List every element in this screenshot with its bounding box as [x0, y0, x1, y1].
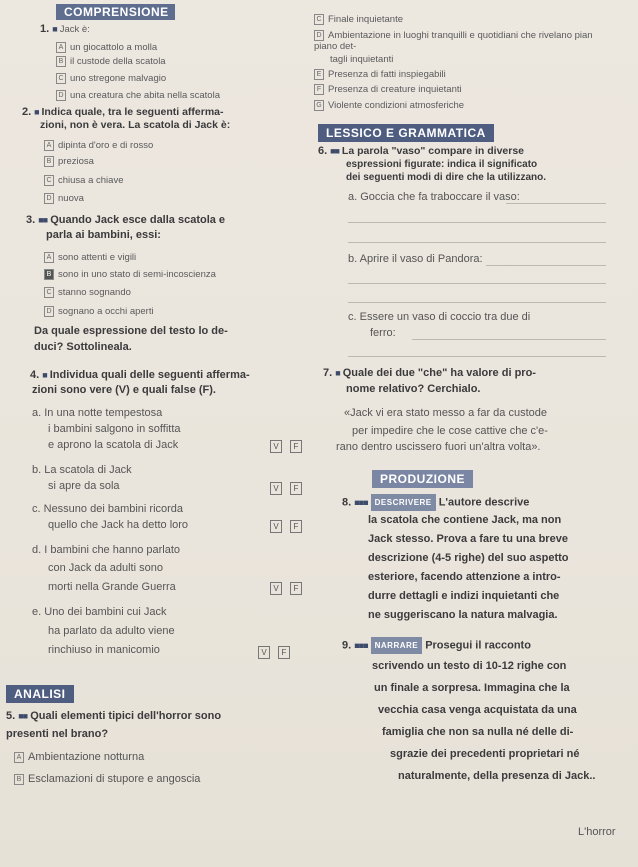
item-line-2: i bambini salgono in soffitta — [48, 423, 181, 435]
q5-option-e[interactable] — [314, 69, 446, 80]
question-7 — [323, 367, 536, 379]
true-box[interactable]: V — [258, 646, 270, 659]
q3-option-a[interactable] — [44, 252, 136, 263]
item-label: b. — [32, 464, 42, 476]
page-footer: L'horror — [578, 826, 616, 838]
option-letter: A — [44, 140, 54, 151]
option-text: una creatura che abita nella scatola — [70, 90, 220, 102]
option-letter: G — [314, 100, 324, 111]
option-text: nuova — [58, 193, 84, 205]
false-box[interactable]: F — [290, 520, 302, 533]
q5-option-d-continued: tagli inquietanti — [330, 54, 394, 65]
option-letter: D — [56, 90, 66, 101]
q6-item-a — [348, 190, 520, 205]
q3-option-c[interactable] — [44, 287, 131, 298]
q4-item-e — [32, 605, 167, 619]
question-prompt-line-2: zioni sono vere (V) e quali false (F). — [32, 384, 216, 396]
q4-e-tf — [250, 642, 290, 660]
item-label: a. — [348, 191, 358, 203]
question-prompt: Jack è: — [59, 24, 90, 35]
q2-option-d[interactable] — [44, 193, 84, 204]
answer-line[interactable] — [348, 242, 606, 243]
difficulty-marks-icon: ■ — [42, 370, 47, 380]
task-tag-descrivere: DESCRIVERE — [371, 494, 436, 511]
option-text: il custode della scatola — [70, 56, 166, 68]
option-text: stanno sognando — [58, 287, 131, 299]
answer-line[interactable] — [348, 302, 606, 303]
q3-option-b[interactable] — [44, 269, 216, 280]
option-text: Presenza di fatti inspiegabili — [328, 69, 446, 81]
question-prompt-line-2: parla ai bambini, essi: — [46, 229, 161, 241]
prompt-line: un finale a sorpresa. Immagina che la — [374, 682, 570, 694]
q5-option-f[interactable] — [314, 84, 462, 95]
q5-option-a[interactable] — [14, 750, 144, 764]
false-box[interactable]: F — [290, 440, 302, 453]
option-letter: D — [44, 306, 54, 317]
q6-item-c-continued: ferro: — [370, 327, 396, 339]
item-label: c. — [348, 311, 357, 323]
option-text: sognano a occhi aperti — [58, 306, 154, 318]
answer-line[interactable] — [348, 283, 606, 284]
option-letter: A — [14, 752, 24, 763]
q4-item-d — [32, 543, 180, 557]
false-box[interactable]: F — [290, 482, 302, 495]
true-box[interactable]: V — [270, 482, 282, 495]
q5-option-c[interactable] — [314, 14, 403, 25]
question-prompt-line-1: Quali elementi tipici dell'horror sono — [30, 710, 222, 722]
section-banner-comprensione: COMPRENSIONE — [56, 4, 175, 20]
item-line-1: I bambini che hanno parlato — [44, 544, 181, 556]
question-number: 6. — [318, 145, 328, 157]
item-line-2: si apre da sola — [48, 480, 120, 492]
option-letter: D — [314, 30, 324, 41]
q4-d-tf — [262, 578, 302, 596]
item-label: c. — [32, 503, 41, 515]
item-label: d. — [32, 544, 42, 556]
q1-option-c[interactable] — [56, 73, 166, 84]
q6-item-c — [348, 310, 530, 325]
q3-follow-line-2: duci? Sottolineala. — [34, 341, 132, 353]
q1-option-b[interactable] — [56, 56, 166, 67]
prompt-line: famiglia che non sa nulla né delle di- — [382, 726, 574, 738]
option-text: sono in uno stato di semi-incoscienza — [58, 269, 216, 281]
q7-quote-line-1: «Jack vi era stato messo a far da custode — [344, 407, 547, 419]
item-line-3: morti nella Grande Guerra — [48, 581, 176, 593]
option-letter: F — [314, 84, 324, 95]
answer-line[interactable] — [506, 203, 606, 204]
q2-option-b[interactable] — [44, 156, 94, 167]
option-text: Violente condizioni atmosferiche — [328, 100, 465, 112]
question-9 — [342, 637, 531, 654]
item-text: Aprire il vaso di Pandora: — [359, 253, 483, 265]
q1-option-a[interactable] — [56, 42, 157, 53]
item-line-1: La scatola di Jack — [44, 464, 132, 476]
true-box[interactable]: V — [270, 440, 282, 453]
item-line-2: ha parlato da adulto viene — [48, 625, 175, 637]
answer-line[interactable] — [348, 356, 606, 357]
question-number: 8. — [342, 496, 352, 509]
false-box[interactable]: F — [278, 646, 290, 659]
q4-item-a-line-3 — [48, 438, 178, 452]
question-number: 7. — [323, 367, 333, 379]
option-text: uno stregone malvagio — [70, 73, 167, 85]
question-prompt-line-1: Quale dei due "che" ha valore di pro- — [342, 367, 536, 379]
prompt-line: Prosegui il racconto — [425, 639, 531, 652]
difficulty-marks-icon: ■ — [34, 107, 39, 117]
prompt-line: durre dettagli e indizi inquietanti che — [368, 590, 560, 602]
q3-follow-line-1: Da quale espressione del testo lo de- — [34, 325, 228, 337]
option-text: sono attenti e vigili — [58, 252, 137, 264]
prompt-line: esteriore, facendo attenzione a intro- — [368, 571, 561, 583]
q4-b-tf — [262, 478, 302, 496]
q5-option-b[interactable] — [14, 772, 200, 786]
question-number: 2. — [22, 106, 32, 118]
item-line-2: quello che Jack ha detto loro — [48, 519, 189, 531]
option-letter: C — [44, 287, 54, 298]
q4-item-a — [32, 406, 162, 420]
option-letter: E — [314, 69, 324, 80]
question-prompt-line-2: espressioni figurate: indica il significato — [346, 159, 538, 170]
option-text: preziosa — [58, 156, 94, 168]
prompt-line: descrizione (4-5 righe) del suo aspetto — [368, 552, 569, 564]
option-text: Finale inquietante — [328, 14, 403, 26]
option-text: Ambientazione in luoghi tranquilli e quotidiani che rivelano pian piano det- — [314, 30, 593, 53]
answer-line[interactable] — [486, 265, 606, 266]
question-prompt-line-3: dei seguenti modi di dire che la utilizzano. — [346, 172, 547, 183]
task-tag-narrare: NARRARE — [371, 637, 423, 654]
question-number: 4. — [30, 369, 40, 381]
question-number: 1. — [40, 23, 50, 35]
item-line-3: rinchiuso in manicomio — [48, 644, 160, 656]
true-box[interactable]: V — [270, 582, 282, 595]
option-letter: B — [44, 156, 54, 167]
question-5 — [6, 710, 221, 722]
item-label: a. — [32, 407, 42, 419]
prompt-line: naturalmente, della presenza di Jack.. — [398, 770, 596, 782]
difficulty-marks-icon: ■■ — [38, 215, 48, 225]
prompt-line: L'autore descrive — [438, 496, 530, 509]
item-line-1: Nessuno dei bambini ricorda — [43, 503, 184, 515]
section-heading-analisi: ANALISI — [6, 685, 74, 703]
q4-c-tf — [262, 516, 302, 534]
question-8 — [342, 494, 529, 511]
option-letter: B — [56, 56, 66, 67]
item-line-1: Uno dei bambini cui Jack — [44, 606, 167, 618]
option-letter: C — [44, 175, 54, 186]
option-text: Esclamazioni di stupore e angoscia — [28, 773, 201, 785]
q4-a-tf — [262, 436, 302, 454]
question-prompt-line-2: nome relativo? Cerchialo. — [346, 383, 481, 395]
option-text: dipinta d'oro e di rosso — [58, 140, 154, 152]
question-number: 9. — [342, 639, 352, 652]
difficulty-marks-icon: ■■ — [18, 711, 28, 721]
q5-option-g[interactable] — [314, 100, 464, 111]
question-prompt-line-2: presenti nel brano? — [6, 728, 109, 740]
difficulty-marks-icon: ■■ — [330, 146, 339, 156]
q1-option-d[interactable] — [56, 90, 220, 101]
section-heading-produzione: PRODUZIONE — [372, 470, 473, 488]
q7-quote-line-3: rano dentro uscissero fuori un'altra volta». — [336, 441, 541, 453]
false-box[interactable]: F — [290, 582, 302, 595]
q3-option-d[interactable] — [44, 306, 154, 317]
difficulty-marks-icon: ■ — [335, 368, 340, 378]
difficulty-marks-icon: ■■■ — [354, 497, 368, 508]
q2-option-c[interactable] — [44, 175, 123, 186]
question-6 — [318, 145, 524, 157]
item-line-1: In una notte tempestosa — [44, 407, 163, 419]
item-line-3: e aprono la scatola di Jack — [48, 439, 179, 451]
prompt-line: Jack stesso. Prova a fare tu una breve — [368, 533, 568, 545]
item-text: Essere un vaso di coccio tra due di — [359, 311, 531, 323]
q4-item-b — [32, 463, 132, 477]
question-1 — [40, 22, 90, 36]
question-prompt-line-1: Individua quali delle seguenti afferma- — [49, 369, 250, 381]
difficulty-marks-icon: ■■■ — [354, 640, 368, 651]
item-line-2: con Jack da adulti sono — [48, 562, 163, 574]
option-letter: C — [56, 73, 66, 84]
question-prompt-line-2: zioni, non è vera. La scatola di Jack è: — [40, 119, 231, 131]
item-label: e. — [32, 606, 42, 618]
question-number: 3. — [26, 214, 36, 226]
question-prompt-line-1: La parola "vaso" compare in diverse — [341, 145, 525, 157]
option-letter: B — [14, 774, 24, 785]
prompt-line: la scatola che contiene Jack, ma non — [368, 514, 562, 526]
item-text: Goccia che fa traboccare il vaso: — [360, 191, 520, 203]
option-letter: A — [44, 252, 54, 263]
prompt-line: ne suggeriscano la natura malvagia. — [368, 609, 558, 621]
q7-quote-line-2: per impedire che le cose cattive che c'e- — [352, 425, 548, 437]
answer-line[interactable] — [412, 339, 606, 340]
answer-line[interactable] — [348, 222, 606, 223]
prompt-line: scrivendo un testo di 10-12 righe con — [372, 660, 567, 672]
q6-item-b — [348, 252, 483, 267]
difficulty-marks-icon: ■ — [52, 24, 57, 34]
question-number: 5. — [6, 710, 16, 722]
option-letter: A — [56, 42, 66, 53]
question-3 — [26, 214, 225, 226]
question-prompt-line-1: Quando Jack esce dalla scatola e — [50, 214, 226, 226]
question-4 — [30, 369, 250, 381]
true-box[interactable]: V — [270, 520, 282, 533]
option-letter: B — [44, 269, 54, 280]
q5-option-d[interactable] — [314, 30, 614, 52]
section-heading-lessico: LESSICO E GRAMMATICA — [318, 124, 494, 142]
question-prompt-line-1: Indica quale, tra le seguenti afferma- — [41, 106, 224, 118]
item-label: b. — [348, 253, 358, 265]
option-text: chiusa a chiave — [58, 175, 124, 187]
option-text: Presenza di creature inquietanti — [328, 84, 462, 96]
option-letter: D — [44, 193, 54, 204]
option-letter: C — [314, 14, 324, 25]
q4-item-c — [32, 502, 183, 516]
question-2 — [22, 105, 224, 119]
option-text: un giocattolo a molla — [70, 42, 158, 54]
q2-option-a[interactable] — [44, 140, 153, 151]
prompt-line: vecchia casa venga acquistata da una — [378, 704, 577, 716]
prompt-line: sgrazie dei precedenti proprietari né — [390, 748, 580, 760]
option-text: Ambientazione notturna — [28, 751, 145, 763]
